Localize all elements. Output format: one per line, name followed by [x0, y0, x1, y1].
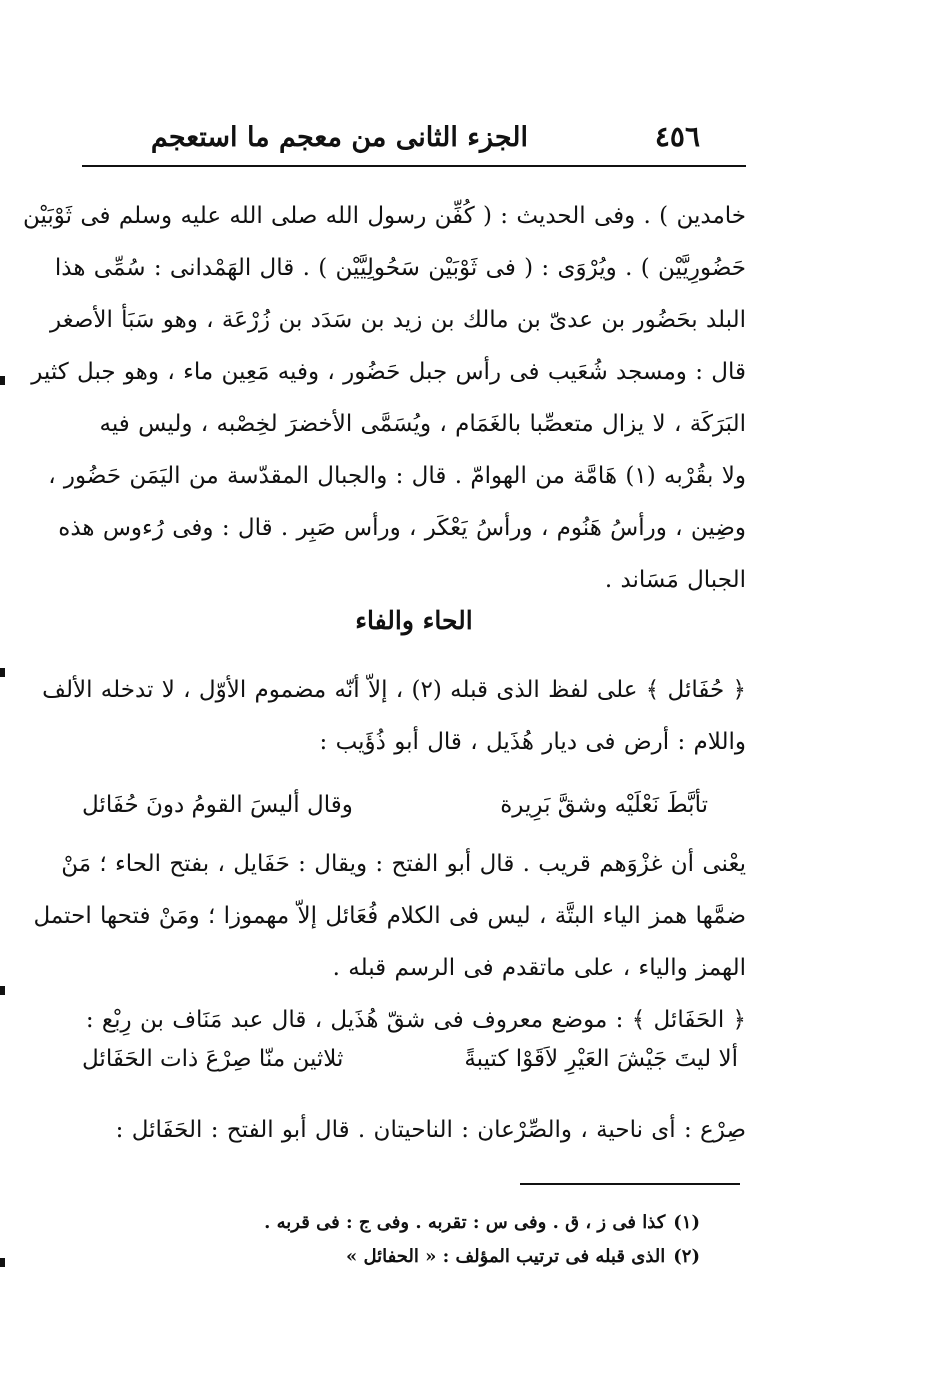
verse-second-hemistich: وقال أليسَ القومُ دونَ حُفَائل: [82, 792, 353, 818]
text-line: البلد بحَضُور بن عدىّ بن مالك بن زيد بن سَدَد بن زُرْعَة ، وهو سَبَأ الأصغر: [50, 307, 746, 333]
text-line: ضمَّها همز الياء البتَّة ، ليس فى الكلام فُعَائل إلاّ مهموزا ؛ ومَنْ فتحها احتمل: [33, 903, 746, 929]
text-line: ﴿ الحَفَائل ﴾ : موضع معروف فى شقّ هُذَيل ، قال عبد مَنَاف بن رِبْع :: [85, 1007, 746, 1033]
scan-edge-mark: [0, 1258, 5, 1267]
footnote-rule: [520, 1183, 740, 1185]
poetry-verse: [82, 792, 746, 844]
text-line: قال : ومسجد شُعَيب فى رأس جبل حَضُور ، وفيه مَعِين ماء ، وهو جبل كثير: [31, 359, 746, 385]
text-line: حَضُورِيَّيْن ) . ويُرْوَى : ( فى ثَوْبَيْن سَحُولِيَّيْن ) . قال الهَمْدانى : سُمِّى هذا: [54, 255, 746, 281]
verse-second-hemistich: ثلاثين منّا صِرْعَ ذات الحَفَائل: [82, 1046, 344, 1072]
poetry-verse: [82, 1046, 746, 1098]
entry-hufail-paragraph: [42, 664, 746, 768]
footnote-text: كذا فى ز ، ق . وفى س : تقربه . وفى ج : فى قربه .: [264, 1212, 666, 1233]
header-rule: [82, 165, 746, 167]
text-line: ولا بقُرْبه (١) هَامَّة من الهوامّ . قال : والجبال المقدّسة من اليَمَن حَضُور ،: [48, 463, 746, 489]
footnote-number: (١): [673, 1212, 700, 1233]
entry-hufail-commentary: [33, 838, 746, 994]
text-line: الهمز والياء ، على ماتقدم فى الرسم قبله .: [332, 955, 746, 981]
footnote-number: (٢): [673, 1246, 700, 1267]
entry-continuation-paragraph: [22, 190, 746, 606]
scan-edge-mark: [0, 376, 5, 385]
text-line: الجبال مَسَاند .: [604, 567, 746, 593]
footnote: [180, 1206, 700, 1240]
text-line: خامدين ) . وفى الحديث : ( كُفِّن رسول الله صلى الله عليه وسلم فى ثَوْبَيْن: [22, 203, 746, 229]
running-title: الجزء الثانى من معجم ما استعجم: [150, 122, 528, 153]
text-line: يعْنى أن غزْوَهم قريب . قال أبو الفتح : ويقال : حَفَايل ، بفتح الحاء ؛ مَنْ: [61, 851, 746, 877]
verse-first-hemistich: ألا ليتَ جَيْشَ العَيْرِ لاَقَوْا كتيبةً: [464, 1046, 738, 1072]
text-line: وضِين ، ورأسُ هَنُوم ، ورأسُ يَعْكَر ، ورأس صَبِر . قال : وفى رُءوس هذه: [58, 515, 746, 541]
footnotes: [180, 1206, 700, 1274]
entry-alhafail-commentary: [82, 1104, 746, 1156]
page-number: ٤٥٦: [654, 120, 700, 153]
scan-edge-mark: [0, 668, 5, 677]
text-line: صِرْع : أى ناحية ، والصِّرْعان : الناحيتان . قال أبو الفتح : الحَفَائل :: [115, 1117, 746, 1143]
footnote: [180, 1240, 700, 1274]
verse-first-hemistich: تأبَّطَ نَعْلَيْه وشقَّ بَرِيرة: [500, 792, 708, 818]
footnote-text: الذى قبله فى ترتيب المؤلف : « الحفائل »: [346, 1246, 666, 1267]
page-header: [82, 112, 744, 164]
text-line: واللام : أرض فى ديار هُذَيل ، قال أبو ذُؤَيب :: [319, 729, 746, 755]
text-line: البَرَكَة ، لا يزال متعصِّبا بالغَمَام ، ويُسَمَّى الأخضرَ لخِصْبه ، وليس فيه: [99, 411, 746, 437]
section-heading: الحاء والفاء: [355, 606, 473, 635]
scan-edge-mark: [0, 986, 5, 995]
text-line: ﴿ حُفَائل ﴾ على لفظ الذى قبله (٢) ، إلاّ أنّه مضموم الأوّل ، لا تدخله الألف: [42, 677, 746, 703]
entry-alhafail-paragraph: [82, 994, 746, 1046]
